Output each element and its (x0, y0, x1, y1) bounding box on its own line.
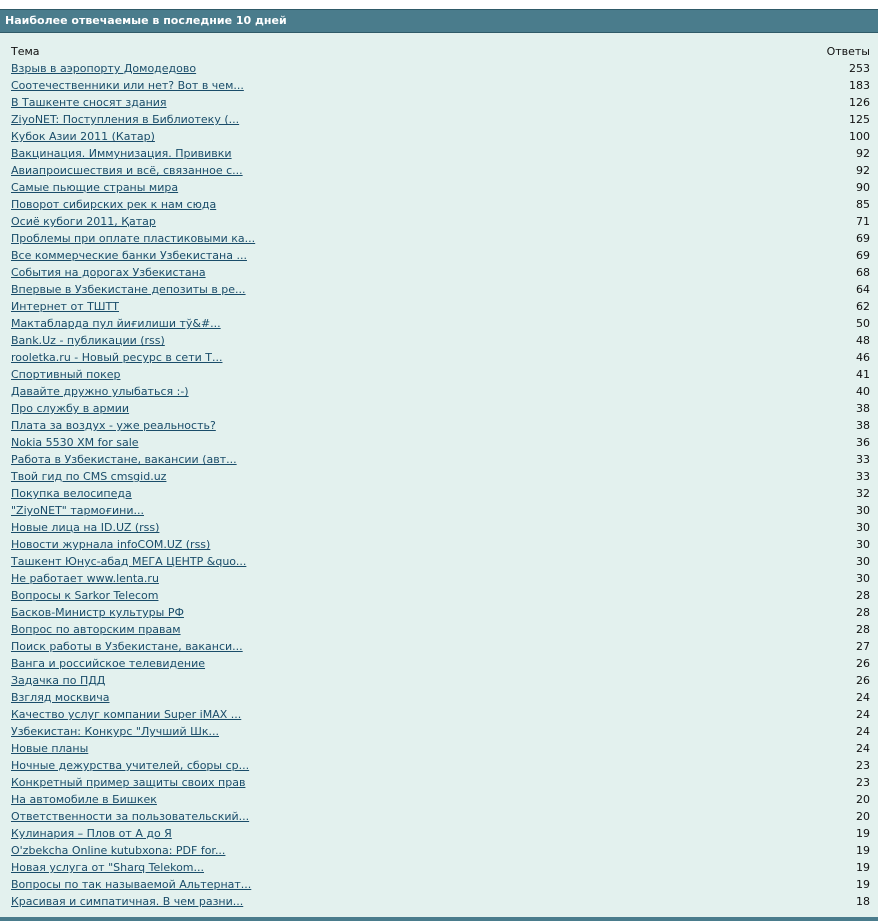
topic-link[interactable]: ZiyoNET: Поступления в Библиотеку (... (11, 113, 240, 126)
table-row (11, 94, 870, 111)
topic-link[interactable]: Басков-Министр культуры РФ (11, 606, 184, 619)
table-row (11, 842, 870, 859)
topic-link[interactable]: Работа в Узбекистане, вакансии (авт... (11, 453, 237, 466)
topic-link[interactable]: Ванга и российское телевидение (11, 657, 206, 670)
topic-link[interactable]: Авиапроисшествия и всё, связанное с... (11, 164, 243, 177)
reply-count: 64 (856, 283, 870, 296)
reply-count: 48 (856, 334, 870, 347)
reply-count: 36 (856, 436, 870, 449)
reply-count: 85 (856, 198, 870, 211)
topic-link[interactable]: В Ташкенте сносят здания (11, 96, 167, 109)
table-row (11, 723, 870, 740)
table-row (11, 247, 870, 264)
table-row (11, 213, 870, 230)
topic-link[interactable]: Вакцинация. Иммунизация. Прививки (11, 147, 232, 160)
topic-link[interactable]: Качество услуг компании Super iMAX ... (11, 708, 242, 721)
reply-count: 125 (849, 113, 870, 126)
reply-count: 30 (856, 572, 870, 585)
reply-count: 62 (856, 300, 870, 313)
topic-link[interactable]: Покупка велосипеда (11, 487, 132, 500)
table-header (11, 43, 870, 60)
reply-count: 183 (849, 79, 870, 92)
table-row (11, 604, 870, 621)
topic-link[interactable]: Поиск работы в Узбекистане, ваканси... (11, 640, 243, 653)
reply-count: 19 (856, 844, 870, 857)
reply-count: 253 (849, 62, 870, 75)
table-row (11, 128, 870, 145)
reply-count: 68 (856, 266, 870, 279)
topic-link[interactable]: Не работает www.lenta.ru (11, 572, 159, 585)
table-row (11, 825, 870, 842)
table-row (11, 468, 870, 485)
reply-count: 33 (856, 470, 870, 483)
reply-count: 28 (856, 589, 870, 602)
topic-link[interactable]: Взрыв в аэропорту Домодедово (11, 62, 197, 75)
table-row (11, 553, 870, 570)
table-row (11, 587, 870, 604)
topic-link[interactable]: Мактабларда пул йиғилиши тў&#... (11, 317, 221, 330)
reply-count: 30 (856, 538, 870, 551)
table-row (11, 808, 870, 825)
table-row (11, 706, 870, 723)
topic-link[interactable]: Давайте дружно улыбаться :-) (11, 385, 189, 398)
topic-link[interactable]: O'zbekcha Online kutubxona: PDF for... (11, 844, 226, 857)
topic-link[interactable]: На автомобиле в Бишкек (11, 793, 157, 806)
table-row (11, 332, 870, 349)
topic-link[interactable]: Nokia 5530 XM for sale (11, 436, 139, 449)
table-row (11, 162, 870, 179)
table-row (11, 893, 870, 910)
reply-count: 28 (856, 623, 870, 636)
reply-count: 30 (856, 521, 870, 534)
topic-link[interactable]: Спортивный покер (11, 368, 121, 381)
reply-count: 23 (856, 759, 870, 772)
table-row (11, 774, 870, 791)
topic-link[interactable]: Конкретный пример защиты своих прав (11, 776, 246, 789)
reply-count: 24 (856, 742, 870, 755)
reply-count: 41 (856, 368, 870, 381)
table-row (11, 621, 870, 638)
table-row (11, 672, 870, 689)
reply-count: 19 (856, 861, 870, 874)
topic-link[interactable]: "ZiyoNET" тармоғини... (11, 504, 144, 517)
table-row (11, 383, 870, 400)
reply-count: 92 (856, 164, 870, 177)
table-row (11, 791, 870, 808)
topic-link[interactable]: Ночные дежурства учителей, сборы ср... (11, 759, 250, 772)
reply-count: 46 (856, 351, 870, 364)
table-row (11, 519, 870, 536)
topic-link[interactable]: Новые лица на ID.UZ (rss) (11, 521, 160, 534)
reply-count: 24 (856, 691, 870, 704)
table-row (11, 859, 870, 876)
topic-link[interactable]: Bank.Uz - публикации (rss) (11, 334, 165, 347)
table-row (11, 570, 870, 587)
reply-count: 100 (849, 130, 870, 143)
column-header-topic: Тема (11, 45, 40, 58)
table-row (11, 111, 870, 128)
table-row (11, 638, 870, 655)
table-row (11, 77, 870, 94)
topic-link[interactable]: Ответственности за пользовательский... (11, 810, 250, 823)
reply-count: 19 (856, 827, 870, 840)
topic-link[interactable]: Плата за воздух - уже реальность? (11, 419, 216, 432)
topic-link[interactable]: Новая услуга от "Sharq Telekom... (11, 861, 205, 874)
reply-count: 26 (856, 657, 870, 670)
reply-count: 38 (856, 419, 870, 432)
reply-count: 28 (856, 606, 870, 619)
topic-link[interactable]: Вопросы к Sarkor Telecom (11, 589, 159, 602)
reply-count: 50 (856, 317, 870, 330)
reply-count: 20 (856, 810, 870, 823)
topic-link[interactable]: Кулинария – Плов от А до Я (11, 827, 172, 840)
reply-count: 69 (856, 232, 870, 245)
table-row (11, 502, 870, 519)
reply-count: 30 (856, 555, 870, 568)
topic-link[interactable]: Узбекистан: Конкурс "Лучший Шк... (11, 725, 219, 738)
topic-link[interactable]: Вопросы по так называемой Альтернат... (11, 878, 252, 891)
reply-count: 20 (856, 793, 870, 806)
column-header-replies: Ответы (826, 45, 870, 58)
table-row (11, 349, 870, 366)
topic-link[interactable]: Новые планы (11, 742, 89, 755)
reply-count: 32 (856, 487, 870, 500)
reply-count: 90 (856, 181, 870, 194)
table-row (11, 196, 870, 213)
table-row (11, 417, 870, 434)
reply-count: 26 (856, 674, 870, 687)
reply-count: 40 (856, 385, 870, 398)
table-row (11, 451, 870, 468)
reply-count: 30 (856, 504, 870, 517)
topic-link[interactable]: Новости журнала infoCOM.UZ (rss) (11, 538, 211, 551)
reply-count: 69 (856, 249, 870, 262)
topic-link[interactable]: Кубок Азии 2011 (Катар) (11, 130, 155, 143)
table-row (11, 145, 870, 162)
topic-link[interactable]: Интернет от ТШТТ (11, 300, 119, 313)
topic-link[interactable]: Вопрос по авторским правам (11, 623, 181, 636)
panel-bottom-border (0, 917, 878, 921)
reply-count: 24 (856, 725, 870, 738)
topic-link[interactable]: Впервые в Узбекистане депозиты в ре... (11, 283, 246, 296)
topic-link[interactable]: Задачка по ПДД (11, 674, 106, 687)
table-row (11, 434, 870, 451)
table-body (11, 60, 870, 910)
table-row (11, 689, 870, 706)
topic-link[interactable]: Все коммерческие банки Узбекистана ... (11, 249, 247, 262)
panel-title: Наиболее отвечаемые в последние 10 дней (0, 9, 878, 33)
topic-link[interactable]: Красивая и симпатичная. В чем разни... (11, 895, 244, 908)
topic-link[interactable]: Твой гид по CMS cmsgid.uz (11, 470, 167, 483)
reply-count: 71 (856, 215, 870, 228)
table-row (11, 366, 870, 383)
table-row (11, 315, 870, 332)
reply-count: 27 (856, 640, 870, 653)
topic-link[interactable]: Ташкент Юнус-абад МЕГА ЦЕНТР &quo... (11, 555, 247, 568)
reply-count: 19 (856, 878, 870, 891)
topic-link[interactable]: Поворот сибирских рек к нам сюда (11, 198, 217, 211)
reply-count: 24 (856, 708, 870, 721)
topic-link[interactable]: Про службу в армии (11, 402, 130, 415)
table-row (11, 740, 870, 757)
table-row (11, 400, 870, 417)
topic-link[interactable]: Самые пьющие страны мира (11, 181, 179, 194)
table-row (11, 60, 870, 77)
table-row (11, 179, 870, 196)
reply-count: 38 (856, 402, 870, 415)
reply-count: 126 (849, 96, 870, 109)
table-row (11, 230, 870, 247)
table-row (11, 757, 870, 774)
table-row (11, 298, 870, 315)
topic-link[interactable]: rooletka.ru - Новый ресурс в сети Т... (11, 351, 223, 364)
table-row (11, 281, 870, 298)
topic-link[interactable]: Взгляд москвича (11, 691, 110, 704)
table-row (11, 264, 870, 281)
topic-link[interactable]: Осиё кубоги 2011, Қатар (11, 215, 156, 228)
reply-count: 92 (856, 147, 870, 160)
table-row (11, 485, 870, 502)
table-row (11, 876, 870, 893)
topics-table (0, 33, 878, 910)
reply-count: 23 (856, 776, 870, 789)
reply-count: 33 (856, 453, 870, 466)
topic-link[interactable]: Соотечественники или нет? Вот в чем... (11, 79, 244, 92)
reply-count: 18 (856, 895, 870, 908)
table-row (11, 536, 870, 553)
table-row (11, 655, 870, 672)
topic-link[interactable]: Проблемы при оплате пластиковыми ка... (11, 232, 256, 245)
topic-link[interactable]: События на дорогах Узбекистана (11, 266, 206, 279)
